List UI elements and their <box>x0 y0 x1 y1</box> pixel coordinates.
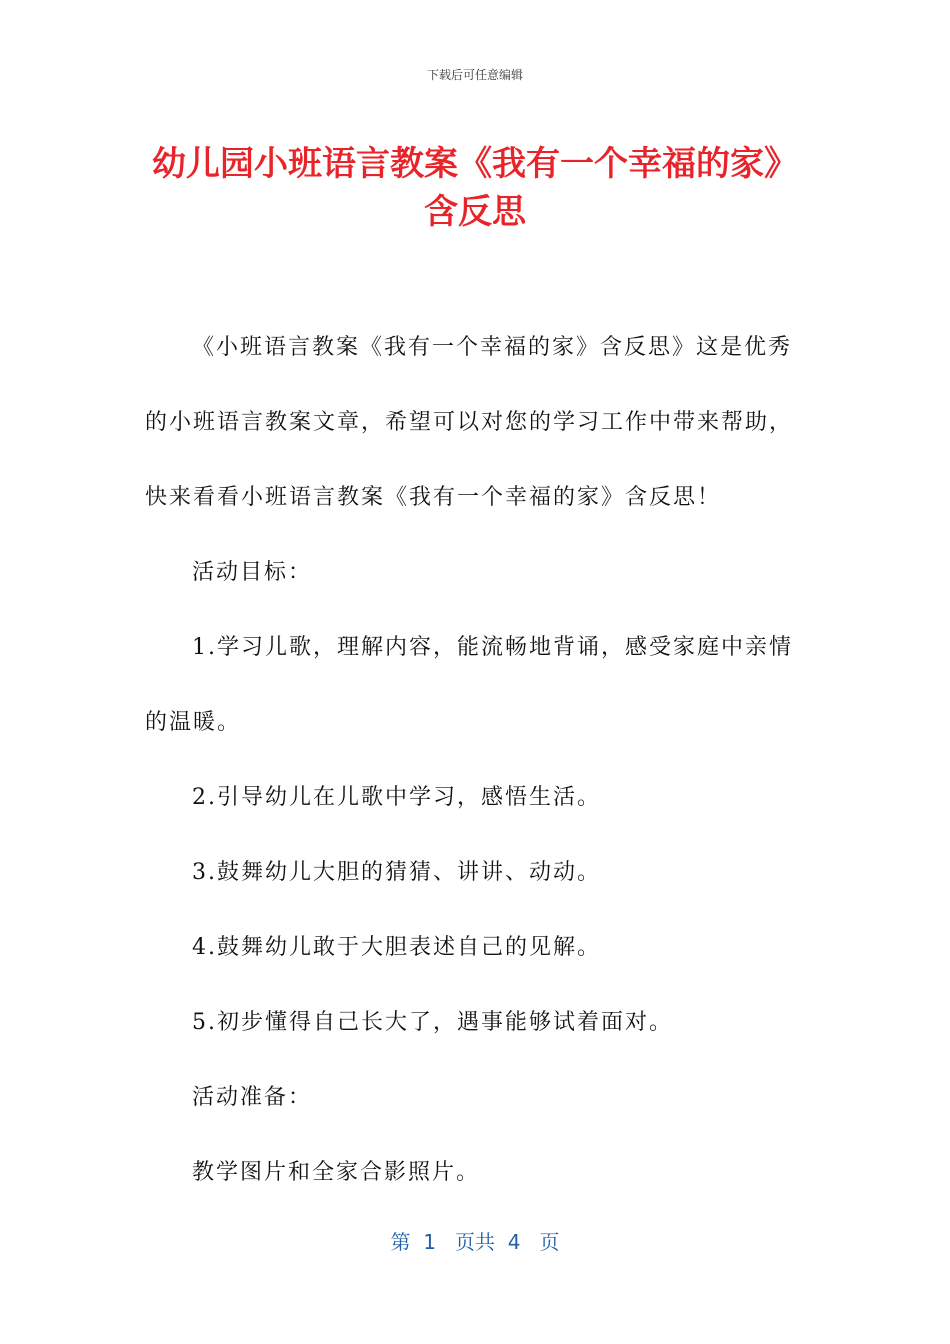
goal-1-line-1: 1.学习儿歌，理解内容，能流畅地背诵，感受家庭中亲情 <box>192 635 793 660</box>
goal-2: 2.引导幼儿在儿歌中学习，感悟生活。 <box>192 785 601 810</box>
prep-item: 教学图片和全家合影照片。 <box>192 1160 481 1185</box>
document-title <box>120 140 830 236</box>
goal-5: 5.初步懂得自己长大了，遇事能够试着面对。 <box>192 1010 673 1035</box>
intro-line-3: 快来看看小班语言教案《我有一个幸福的家》含反思！ <box>145 485 722 510</box>
prep-heading: 活动准备： <box>192 1085 313 1110</box>
title-line-1: 幼儿园小班语言教案《我有一个幸福的家》 <box>152 144 798 184</box>
goal-4: 4.鼓舞幼儿敢于大胆表述自己的见解。 <box>192 935 601 960</box>
page-number-footer: 第 1 页共 4 页 <box>390 1230 560 1254</box>
intro-line-1: 《小班语言教案《我有一个幸福的家》含反思》这是优秀 <box>192 335 793 360</box>
title-line-2: 含反思 <box>424 192 526 232</box>
goals-heading: 活动目标： <box>192 560 313 585</box>
goal-3: 3.鼓舞幼儿大胆的猜猜、讲讲、动动。 <box>192 860 601 885</box>
header-note: 下载后可任意编辑 <box>426 68 523 82</box>
goal-1-line-2: 的温暖。 <box>145 710 242 735</box>
intro-line-2: 的小班语言教案文章，希望可以对您的学习工作中带来帮助， <box>145 410 794 435</box>
